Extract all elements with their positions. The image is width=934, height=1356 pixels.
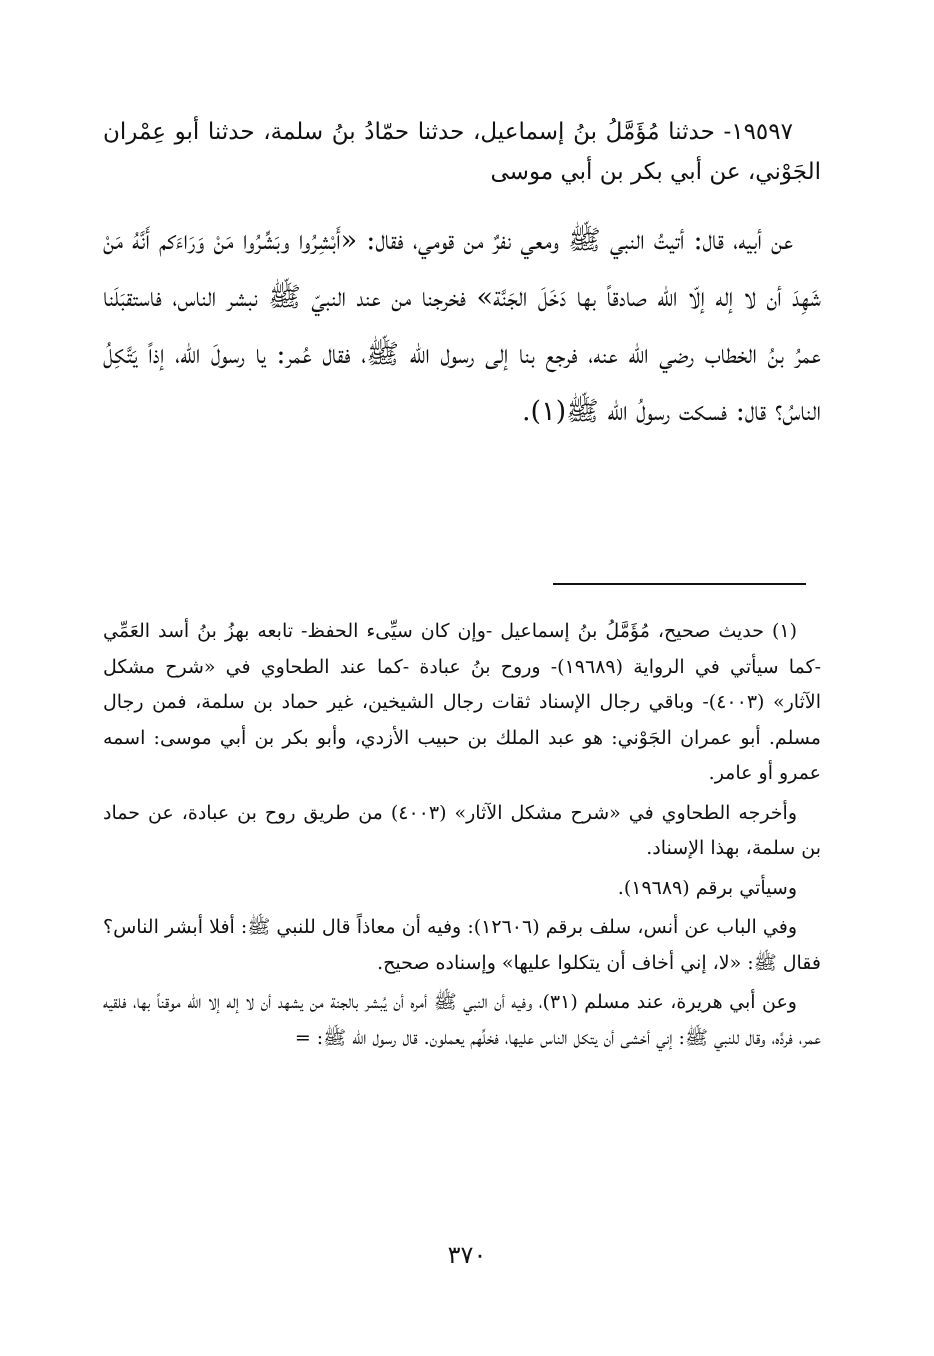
- hadith-chain-text: ١٩٥٩٧- حدثنا مُؤَمَّلُ بنُ إسماعيل، حدثنا حمّادُ بنُ سلمة، حدثنا أبو عِمْران الجَوْني، عن أبي بكر بن أبي موسى: [103, 119, 821, 185]
- footnote-paragraph: (١) حديث صحيح، مُؤَمَّلُ بنُ إسماعيل -وإن كان سيِّىء الحفظ- تابعه بهزُ بنُ أسد العَمِّي -كما سيأتي في الرواية (١٩٦٨٩)- وروح بنُ عبادة -كما عند الطحاوي في «شرح مشكل الآثار» (٤٠٠٣)- وباقي رجال الإسناد ثقات رجال الشيخين، غير حماد بن سلمة، فمن رجال مسلم. أبو عمران الجَوْني: هو عبد الملك بن حبيب الأزدي، وأبو بكر بن أبي موسى: اسمه عمرو أو عامر.: [103, 620, 822, 784]
- footnote-separator: [553, 583, 806, 585]
- footnote-paragraph: وفي الباب عن أنس، سلف برقم (١٢٦٠٦): وفيه أن معاذاً قال للنبي ﷺ: أفلا أبشر الناس؟ فقال ﷺ: «لا، إني أخاف أن يتكلوا عليها» وإسناده صحيح.: [103, 916, 821, 974]
- hadith-text: [103, 212, 821, 440]
- footnote-paragraph: وسيأتي برقم (١٩٦٨٩).: [617, 876, 797, 899]
- footnote-paragraph: وعن أبي هريرة، عند مسلم (٣١)، وفيه أن النبي ﷺ أمره أن يُبشر بالجنة من يشهد أن لا إله إلا الله موقناً بها، فلقيه عمر، فردَّه، وقال للنبي ﷺ: إني أخشى أن يتكل الناس عليها، فخلِّهم يعملون. قال رسول الله ﷺ: =: [103, 991, 821, 1049]
- footnotes: [103, 614, 821, 1060]
- hadith-chain: [103, 112, 821, 192]
- page-number: ٣٧٠: [447, 1241, 487, 1269]
- hadith-body-text: عن أبيه، قال: أتيتُ النبي ﷺ ومعي نفرٌ من قومي، فقال: «أَبْشِرُوا وبَشِّرُوا مَنْ وَرَاءَكم أَنَّهُ مَنْ شَهِدَ أن لا إله إلّا الله صادقاً بها دَخَلَ الجَنَّة» فخرجنا من عند النبيّ ﷺ نبشر الناس، فاستقبَلَنا عمرُ بنُ الخطاب رضي الله عنه، فرجع بنا إلى رسول الله ﷺ، فقال عُمر: يا رسولَ الله، إذاً يَتَّكِلُ الناسُ؟ قال: فسكت رسولُ الله ﷺ(١).: [103, 225, 821, 427]
- footnote-paragraph: وأخرجه الطحاوي في «شرح مشكل الآثار» (٤٠٠٣) من طريق روح بن عبادة، عن حماد بن سلمة، بهذا الإسناد.: [103, 801, 821, 859]
